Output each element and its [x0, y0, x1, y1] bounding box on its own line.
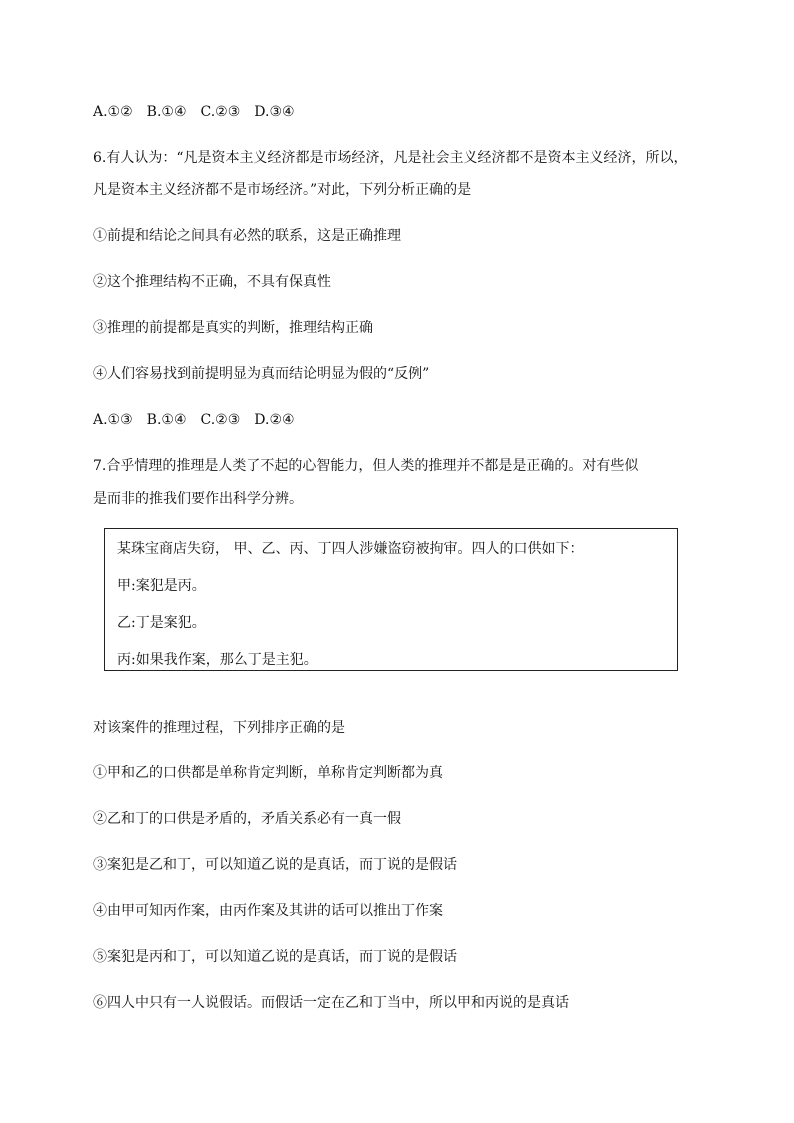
testimony-yi: 乙:丁是案犯。 [117, 615, 206, 631]
q6-stem-line1: 6.有人认为：“凡是资本主义经济都是市场经济，凡是社会主义经济都不是资本主义经济，所以， [93, 150, 688, 166]
testimony-jia: 甲:案犯是丙。 [117, 578, 206, 594]
q6-option-d: D.②④ [254, 412, 295, 428]
q6-stem-line2: 凡是资本主义经济都不是市场经济。”对此，下列分析正确的是 [93, 182, 472, 198]
testimony-bing: 丙:如果我作案，那么丁是主犯。 [117, 652, 318, 668]
q6-statement-2: ②这个推理结构不正确，不具有保真性 [93, 274, 331, 290]
case-info-box [104, 528, 678, 671]
q7-statement-1: ①甲和乙的口供都是单称肯定判断，单称肯定判断都为真 [93, 765, 443, 781]
q7-question: 对该案件的推理过程，下列排序正确的是 [93, 720, 345, 736]
q6-statement-1: ①前提和结论之间具有必然的联系，这是正确推理 [93, 228, 401, 244]
q7-statement-6: ⑥四人中只有一人说假话。而假话一定在乙和丁当中，所以甲和丙说的是真话 [93, 995, 569, 1011]
q7-statement-5: ⑤案犯是丙和丁，可以知道乙说的是真话，而丁说的是假话 [93, 949, 457, 965]
case-description: 某珠宝商店失窃， 甲、乙、丙、丁四人涉嫌盗窃被拘审。四人的口供如下： [117, 541, 584, 557]
q6-option-b: B.①④ [146, 412, 187, 428]
q6-option-a: A.①③ [93, 412, 133, 428]
q6-statement-4: ④人们容易找到前提明显为真而结论明显为假的“反例” [93, 366, 430, 382]
q5-option-d: D.③④ [254, 104, 295, 120]
q7-statement-3: ③案犯是乙和丁，可以知道乙说的是真话，而丁说的是假话 [93, 857, 457, 873]
q7-stem-line1: 7.合乎情理的推理是人类了不起的心智能力，但人类的推理并不都是是正确的。对有些似 [93, 458, 639, 474]
q5-options [93, 102, 309, 122]
q6-options [93, 410, 309, 430]
q7-stem-line2: 是而非的推我们要作出科学分辨。 [93, 491, 303, 507]
q6-statement-3: ③推理的前提都是真实的判断，推理结构正确 [93, 320, 373, 336]
q5-option-a: A.①② [93, 104, 133, 120]
q5-option-c: C.②③ [200, 104, 241, 120]
q7-statement-2: ②乙和丁的口供是矛盾的，矛盾关系必有一真一假 [93, 811, 401, 827]
q5-option-b: B.①④ [146, 104, 187, 120]
q6-option-c: C.②③ [200, 412, 241, 428]
q7-statement-4: ④由甲可知丙作案，由丙作案及其讲的话可以推出丁作案 [93, 903, 443, 919]
